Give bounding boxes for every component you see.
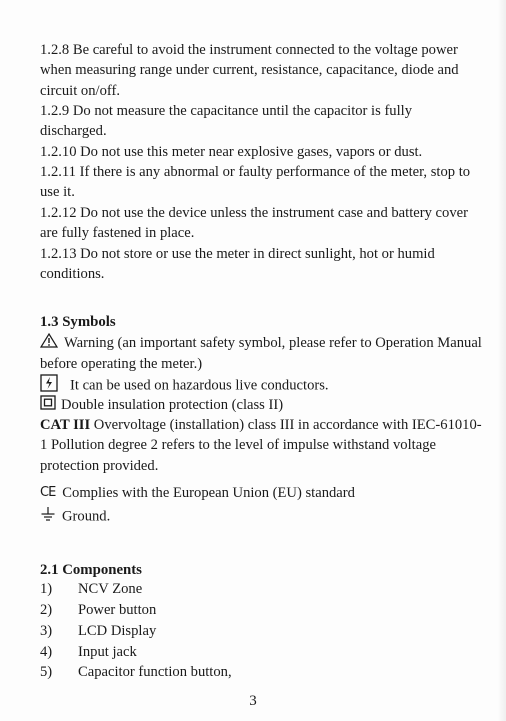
hazard-text: It can be used on hazardous live conductors. [70, 377, 329, 394]
list-item [40, 600, 156, 620]
list-item-label: NCV Zone [78, 581, 143, 597]
paragraph-1-2-8: 1.2.8 Be careful to avoid the instrument connected to the voltage power when measuring range under current, resistance, capacitance, diode and circuit on/off. [40, 42, 459, 99]
list-item-number: 3) [40, 623, 53, 639]
warning-triangle-icon [40, 333, 58, 354]
cat-rating-line [40, 415, 485, 476]
ce-text: Complies with the European Union (EU) standard [62, 485, 355, 501]
ground-line [40, 506, 485, 528]
components-heading: 2.1 Components [40, 562, 142, 578]
list-item [40, 662, 232, 682]
warning-text: Warning (an important safety symbol, please refer to Operation Manual before operating the meter.) [40, 335, 482, 373]
cat-text: Overvoltage (installation) class III in accordance with IEC-61010-1 Pollution degree 2 refers to the level of impulse withstand voltage protection provided. [40, 417, 482, 474]
double-insulation-icon [40, 395, 56, 416]
ce-mark-icon: CE [40, 485, 56, 501]
list-item-label: Power button [78, 602, 157, 618]
list-item-label: LCD Display [78, 623, 157, 639]
paragraph-1-2-12: 1.2.12 Do not use the device unless the instrument case and battery cover are fully fastened in place. [40, 205, 468, 242]
ce-line [40, 483, 485, 504]
paragraph-1-2-9: 1.2.9 Do not measure the capacitance until the capacitor is fully discharged. [40, 103, 413, 140]
page-number: 3 [249, 693, 257, 709]
list-item [40, 621, 156, 641]
cat-label: CAT III [40, 417, 91, 433]
list-item-label: Capacitor function button, [78, 664, 232, 680]
double-insulation-text: Double insulation protection (class II) [61, 397, 284, 414]
warning-symbol-line [40, 333, 485, 375]
paragraph-1-2-10: 1.2.10 Do not use this meter near explosive gases, vapors or dust. [40, 144, 423, 160]
list-item-number: 4) [40, 644, 53, 660]
list-item-number: 5) [40, 664, 53, 680]
paragraph-1-2-11: 1.2.11 If there is any abnormal or faulty performance of the meter, stop to use it. [40, 164, 471, 201]
list-item [40, 642, 137, 662]
ground-icon [40, 506, 56, 528]
ground-text: Ground. [62, 508, 111, 525]
paragraph-1-2-13: 1.2.13 Do not store or use the meter in direct sunlight, hot or humid conditions. [40, 246, 435, 283]
double-insulation-line [40, 395, 485, 416]
list-item-number: 1) [40, 581, 53, 597]
list-item-label: Input jack [78, 644, 137, 660]
list-item-number: 2) [40, 602, 53, 618]
page-edge-shadow [498, 0, 506, 721]
symbols-heading: 1.3 Symbols [40, 314, 116, 330]
list-item [40, 579, 142, 599]
